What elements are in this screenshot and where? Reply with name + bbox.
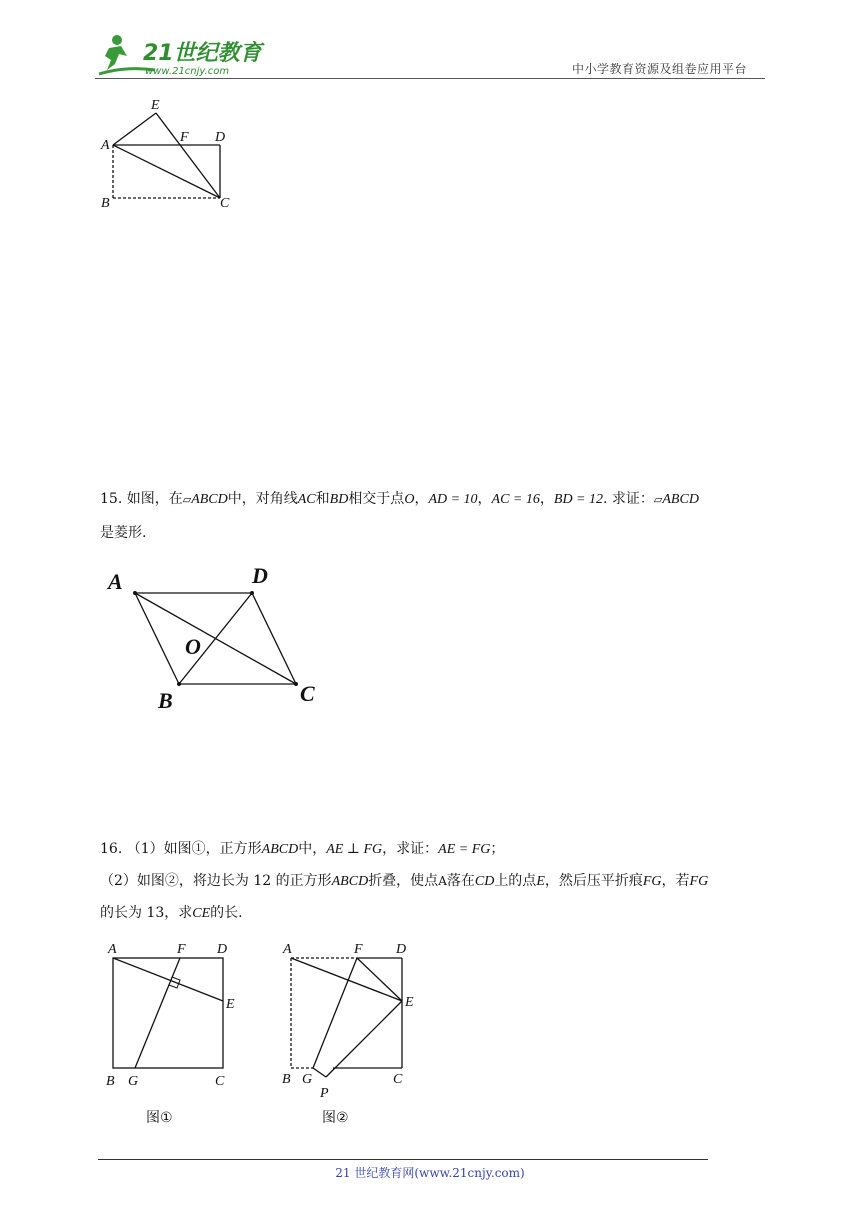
footer-divider [98,1159,708,1160]
fig2-label-e: E [405,995,414,1010]
q16-figure1-diagram [100,935,250,1095]
fig2-label-a: A [283,942,292,957]
fig1-label-d: D [217,942,228,957]
fig1-label-b: B [106,1074,115,1089]
q16-number: 16. [100,841,123,857]
fig14-label-f: F [180,130,189,145]
fig2-label-c: C [393,1072,403,1087]
logo-url: www.21cnjy.com [145,66,230,77]
fig2-caption: 图② [322,1110,349,1126]
fig14-label-a: A [101,138,110,153]
fig2-label-p: P [320,1086,329,1101]
logo-text: 21世纪教育 [143,41,262,66]
q16-line2: （2）如图②，将边长为 12 的正方形ABCD折叠，使点A落在CD上的点E，然后压平折痕FG，若FG [100,873,709,889]
q15-label-a: A [108,569,123,594]
fig14-label-c: C [220,196,230,211]
header-divider [95,78,765,79]
fig14-diagram [95,95,245,215]
fig2-label-g: G [302,1072,313,1087]
q16-line3: 的长为 13，求CE的长. [100,905,243,921]
q15-number: 15. [100,491,123,507]
q15-line2: 是菱形. [100,525,147,541]
fig14-label-b: B [101,196,110,211]
fig2-label-b: B [282,1072,291,1087]
q15-label-d: D [252,563,268,588]
q15-label-b: B [158,688,173,713]
parallelogram-icon: ▱ [182,493,192,506]
fig1-label-f: F [177,942,186,957]
fig14-label-d: D [215,130,226,145]
site-logo [95,30,265,80]
fig1-label-c: C [215,1074,225,1089]
q16-line1: 16. （1）如图①，正方形ABCD中，AE ⊥ FG，求证：AE = FG； [100,841,505,857]
fig1-label-g: G [128,1074,139,1089]
footer-link[interactable]: 21 世纪教育网(www.21cnjy.com) [335,1166,525,1180]
q16-figure2-diagram [278,935,428,1105]
q15-line1: 15. 如图，在▱ABCD中，对角线AC和BD相交于点O，AD = 10，AC = 16，BD = 12. 求证：▱ABCD [100,491,699,507]
fig14-label-e: E [151,98,160,113]
header-platform-text: 中小学教育资源及组卷应用平台 [572,62,748,76]
q15-label-c: C [300,681,315,706]
fig1-caption: 图① [146,1110,173,1126]
q15-parallelogram-diagram [100,560,330,720]
parallelogram-icon: ▱ [653,493,663,506]
fig2-label-f: F [354,942,363,957]
q15-label-o: O [185,634,201,659]
fig1-label-a: A [108,942,117,957]
fig1-label-e: E [226,997,235,1012]
fig2-label-d: D [396,942,407,957]
